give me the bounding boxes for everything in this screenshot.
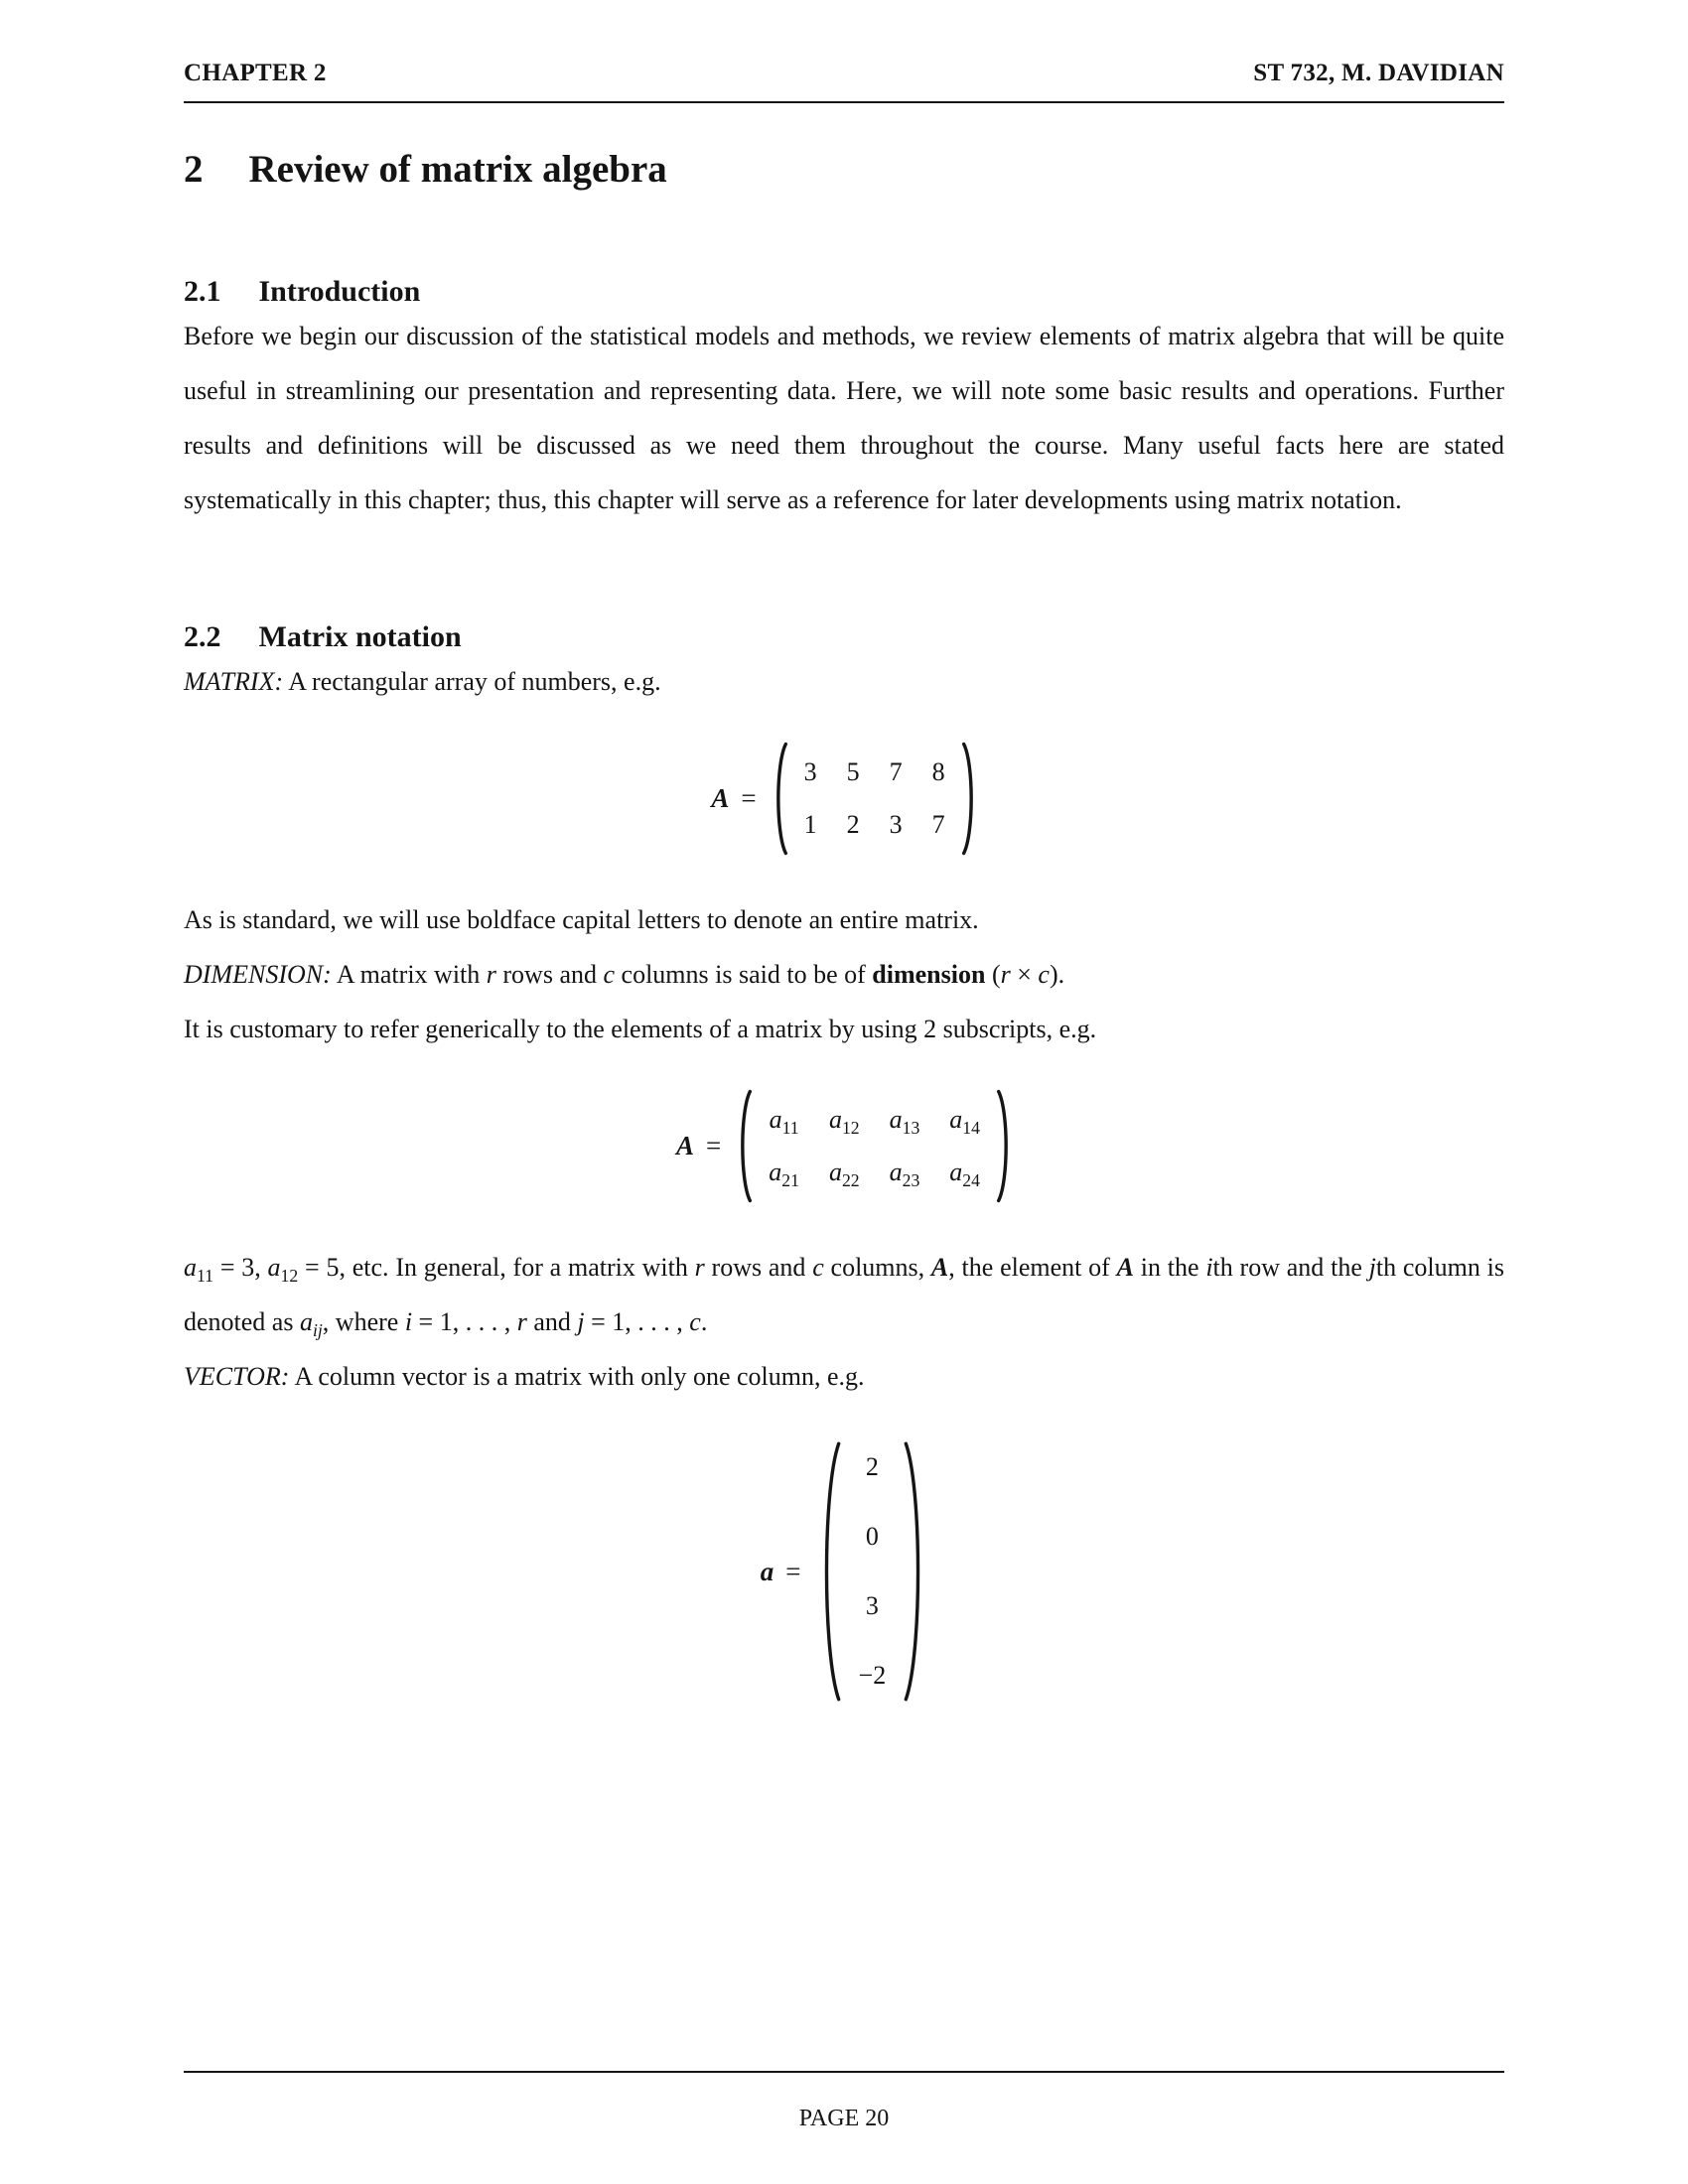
- matrix-cell: $a_{22}$: [828, 1158, 860, 1191]
- section-heading-matrix-notation: [184, 620, 1504, 654]
- matrix-A-display: [184, 741, 1504, 857]
- matrix-cell: $a_{11}$: [769, 1105, 799, 1139]
- matrix-cell: $a_{12}$: [828, 1105, 860, 1139]
- matrix-cell: $a_{21}$: [769, 1158, 799, 1191]
- page-number: PAGE 20: [798, 2106, 890, 2131]
- section-number: 2.1: [184, 275, 221, 308]
- matrix-definition-text: MATRIX: A rectangular array of numbers, e.g.: [184, 667, 661, 696]
- section-title-text: Introduction: [258, 275, 421, 308]
- vector-definition-text: VECTOR: A column vector is a matrix with only one column, e.g.: [184, 1362, 865, 1391]
- header-chapter-label: CHAPTER 2: [184, 60, 327, 86]
- left-paren-icon: [817, 1435, 843, 1707]
- footer-rule: [184, 2071, 1504, 2073]
- matrix-cell: 5: [846, 757, 860, 786]
- right-paren-icon: [996, 1088, 1012, 1204]
- matrix-cell: 7: [889, 757, 903, 786]
- vector-grid: [855, 1448, 891, 1695]
- chapter-title-text: Review of matrix algebra: [248, 148, 667, 191]
- matrix-grid: [765, 1101, 984, 1191]
- chapter-number: 2: [184, 148, 204, 191]
- section-number: 2.2: [184, 620, 221, 653]
- boldface-note-text: As is standard, we will use boldface capital letters to denote an entire matrix.: [184, 905, 979, 934]
- matrix-cell: $a_{14}$: [949, 1105, 980, 1139]
- section-title-text: Matrix notation: [258, 620, 462, 653]
- dimension-definition-text: DIMENSION: A matrix with r rows and c columns is said to be of dimension (r × c).: [184, 960, 1065, 989]
- matrix-cell: 8: [931, 757, 945, 786]
- header-rule: [184, 101, 1504, 103]
- left-paren-icon: [737, 1088, 753, 1204]
- matrix-cell: −2: [858, 1661, 887, 1690]
- matrix-A-elements-display: [184, 1088, 1504, 1204]
- header-course-label: ST 732, M. DAVIDIAN: [1253, 60, 1504, 86]
- vector-label: a: [760, 1556, 774, 1586]
- right-paren-icon: [902, 1435, 927, 1707]
- matrix-cell: 1: [803, 810, 817, 839]
- page-header: [184, 60, 1504, 87]
- matrix-cell: 3: [889, 810, 903, 839]
- matrix-label: A: [711, 783, 730, 813]
- matrix-grid: [800, 753, 949, 844]
- matrix-cell: $a_{24}$: [949, 1158, 980, 1191]
- matrix-label: A: [676, 1131, 695, 1160]
- matrix-cell: 2: [865, 1452, 879, 1481]
- matrix-cell: 3: [865, 1591, 879, 1620]
- equals-sign: =: [741, 783, 757, 813]
- section-heading-introduction: [184, 275, 1504, 309]
- matrix-cell: 2: [846, 810, 860, 839]
- equals-sign: =: [706, 1131, 722, 1160]
- matrix-cell: 0: [865, 1522, 879, 1551]
- intro-paragraph: Before we begin our discussion of the statistical models and methods, we review elements of matrix algebra that will be quite useful in streamlining our presentation and representing data. Here, we will note some basic results and operations. Further results and definitions will be discussed as we need them throughout the course. Many useful facts here are stated systematically in this chapter; thus, this chapter will serve as a reference for later developments using matrix notation.: [184, 322, 1504, 514]
- elements-note-text: $a_{11} = 3$, $a_{12} = 5$, etc. In general, for a matrix with r rows and c columns, A, the element of A in the ith row and the jth column is denoted as $a_{ij}$, where i = 1, . . . , r and j = 1, . . . , c.: [184, 1253, 1504, 1341]
- right-paren-icon: [961, 741, 977, 857]
- equals-sign: =: [785, 1556, 801, 1586]
- subscripts-note-text: It is customary to refer generically to the elements of a matrix by using 2 subscripts, e.g.: [184, 1015, 1097, 1043]
- matrix-cell: 7: [931, 810, 945, 839]
- left-paren-icon: [773, 741, 788, 857]
- chapter-title: [184, 147, 1504, 192]
- matrix-cell: 3: [803, 757, 817, 786]
- matrix-cell: $a_{23}$: [889, 1158, 920, 1191]
- vector-a-display: [184, 1435, 1504, 1707]
- matrix-cell: $a_{13}$: [889, 1105, 920, 1139]
